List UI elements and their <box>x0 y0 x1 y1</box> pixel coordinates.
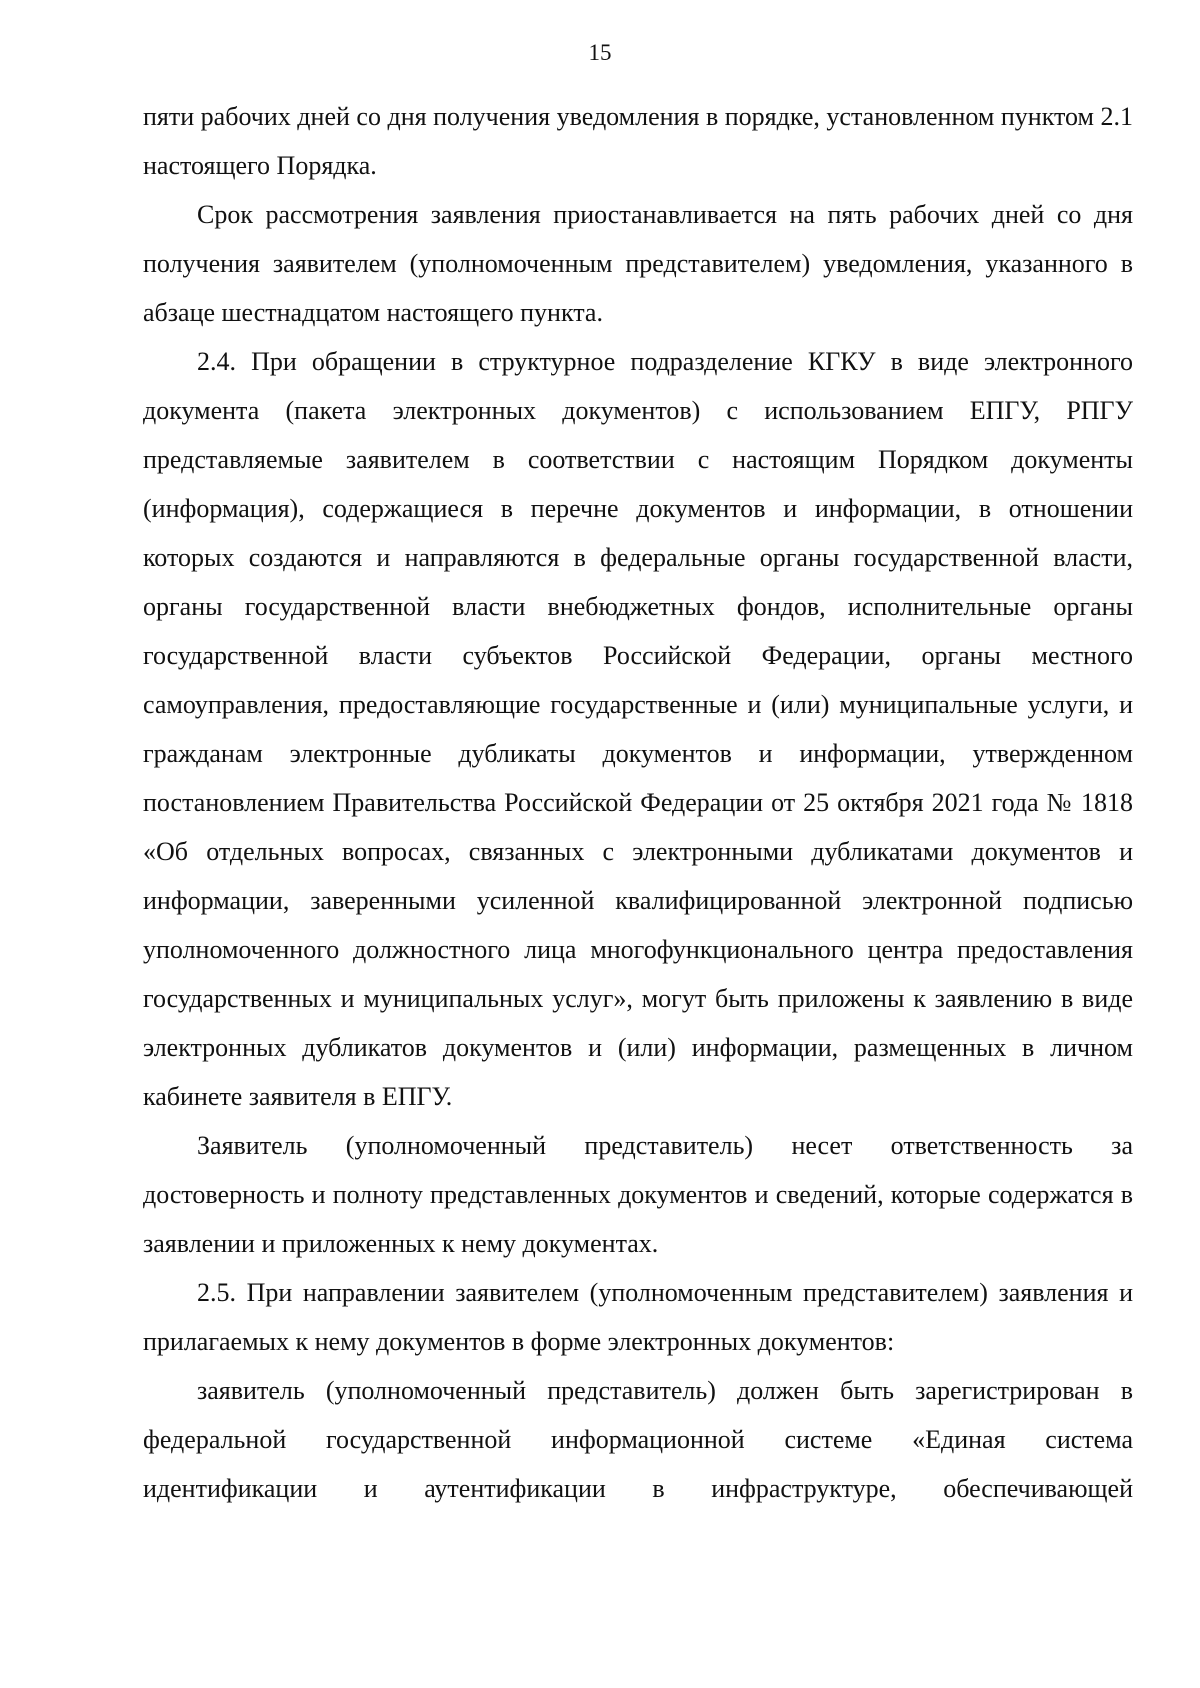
page-number: 15 <box>588 40 612 65</box>
paragraph-2-5: 2.5. При направлении заявителем (уполномоченным представителем) заявления и прилагаемых к нему документов в форме электронных документов: <box>143 1278 1133 1356</box>
paragraph-applicant-responsibility: Заявитель (уполномоченный представитель) несет ответственность за достоверность и полноту представленных документов и сведений, которые содержатся в заявлении и приложенных к нему документах. <box>143 1131 1133 1258</box>
paragraph-registration: заявитель (уполномоченный представитель) должен быть зарегистрирован в федеральной государственной информационной системе «Единая система идентификации и аутентификации в инфраструктуре, обеспечивающей <box>143 1376 1133 1503</box>
document-body <box>143 92 1133 1513</box>
paragraph-continuation: пяти рабочих дней со дня получения уведомления в порядке, установленном пунктом 2.1 настоящего Порядка. <box>143 102 1133 180</box>
paragraph-term-suspension: Срок рассмотрения заявления приостанавливается на пять рабочих дней со дня получения заявителем (уполномоченным представителем) уведомления, указанного в абзаце шестнадцатом настоящего пункта. <box>143 200 1133 327</box>
paragraph-2-4: 2.4. При обращении в структурное подразделение КГКУ в виде электронного документа (пакета электронных документов) с использованием ЕПГУ, РПГУ представляемые заявителем в соответствии с настоящим Порядком документы (информация), содержащиеся в перечне документов и информации, в отношении которых создаются и направляются в федеральные органы государственной власти, органы государственной власти внебюджетных фондов, исполнительные органы государственной власти субъектов Российской Федерации, органы местного самоуправления, предоставляющие государственные и (или) муниципальные услуги, и гражданам электронные дубликаты документов и информации, утвержденном постановлением Правительства Российской Федерации от 25 октября 2021 года № 1818 «Об отдельных вопросах, связанных с электронными дубликатами документов и информации, заверенными усиленной квалифицированной электронной подписью уполномоченного должностного лица многофункционального центра предоставления государственных и муниципальных услуг», могут быть приложены к заявлению в виде электронных дубликатов документов и (или) информации, размещенных в личном кабинете заявителя в ЕПГУ. <box>143 347 1133 1111</box>
